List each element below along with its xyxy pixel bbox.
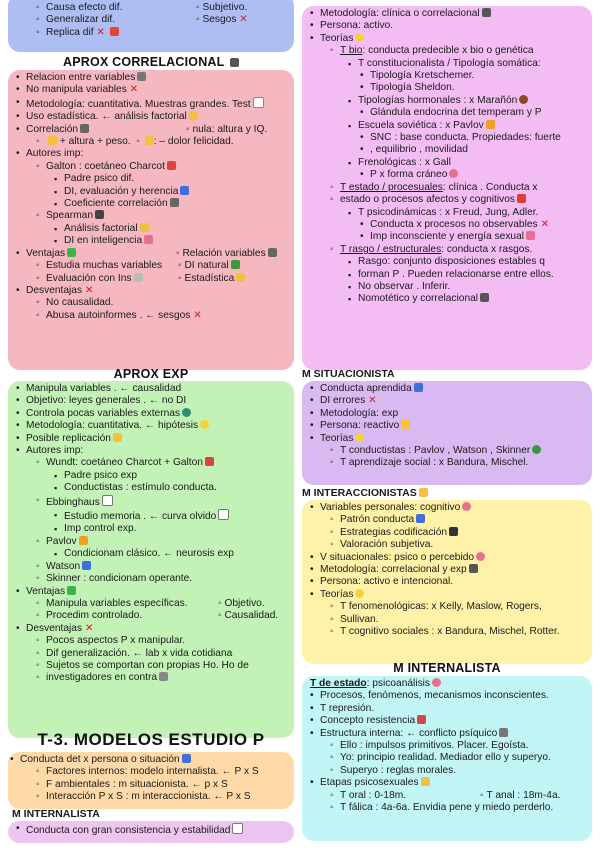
list-item: • Controla pocas variables externas — [16, 408, 288, 420]
list-item: ◦ Ello : impulsos primitivos. Placer. Egoísta. — [310, 740, 586, 752]
list-item: • Autores imp: — [16, 148, 288, 160]
list-item: ◦ Ebbinghaus — [16, 495, 288, 509]
list-item: ▪ Padre psico dif. — [16, 173, 288, 185]
list-item: • Procesos, fenómenos, mecanismos inconscientes. — [310, 690, 586, 702]
warning-icon — [401, 420, 410, 429]
list-item: ◦ Galton : coetáneo Charcot — [16, 161, 288, 173]
cross-icon: ✕ — [193, 309, 202, 321]
brain-icon — [526, 231, 535, 240]
section-title-internalista-left: M INTERNALISTA — [12, 808, 100, 820]
list-item: • Desventajas ✕ — [16, 623, 288, 635]
list-item: • P x forma cráneo — [310, 169, 586, 181]
person-icon — [95, 210, 104, 219]
list-item: • Metodología: cuantitativa. Muestras grandes. Test — [16, 97, 288, 111]
list-item: ◦ Pocos aspectos P x manipular. — [16, 635, 288, 647]
list-item: ▪ Análisis factorial — [16, 223, 288, 235]
section-title-exp: APROX EXP — [113, 367, 189, 381]
list-item: ◦ T oral : 0-18m. ◦ T anal : 18m-4a. — [310, 790, 586, 802]
list-item: • Teorías — [310, 433, 586, 445]
list-item: ◦ T rasgo / estructurales: conducta x rasgos. — [310, 244, 586, 256]
section-internalista-theories — [302, 6, 592, 370]
list-item: • Ventajas — [16, 586, 288, 598]
list-item: • Metodología: exp — [310, 408, 586, 420]
list-item: ◦ Superyo : reglas morales. — [310, 765, 586, 777]
brain-icon — [462, 502, 471, 511]
cross-icon: ✕ — [84, 284, 94, 296]
cross-icon: ✕ — [129, 84, 139, 96]
chart-icon — [232, 823, 243, 834]
list-item: • Persona: reactivo — [310, 420, 586, 432]
cross-icon: ✕ — [368, 395, 377, 407]
list-item: • T represión. — [310, 703, 586, 715]
list-item: ◦ T fenomenológicas: x Kelly, Maslow, Rogers, — [310, 601, 586, 613]
list-item: • Conducta x procesos no observables ✕ — [310, 219, 586, 231]
list-item: ◦ Dif generalización. ← lab x vida cotidiana — [16, 648, 288, 660]
list-item: • DI errores ✕ — [310, 395, 586, 407]
list-item: ▪ DI en inteligencia — [16, 235, 288, 247]
list-item: ◦ T estado / procesuales: clínica . Conducta x — [310, 182, 586, 194]
summary-box-top-left — [8, 0, 294, 52]
list-item: • Objetivo: leyes generales . ← no DI — [16, 395, 288, 407]
list-item: ◦ Procedim controlado. ◦ Causalidad. — [16, 610, 288, 622]
document-icon — [253, 97, 264, 108]
car-icon — [416, 514, 425, 523]
list-item: • No manipula variables ✕ — [16, 84, 288, 96]
list-item: • Posible replicación — [16, 433, 288, 445]
list-item: • Conducta aprendida — [310, 383, 586, 395]
list-item: ◦ Replica dif ✕ — [16, 27, 288, 39]
list-item: ▪ Nomotético y correlacional — [310, 293, 586, 305]
list-item: ◦ Spearman — [16, 210, 288, 222]
list-item: ◦ T cognitivo sociales : x Bandura, Mischel, Rotter. — [310, 626, 586, 638]
list-item: ◦ Estrategias codificación — [310, 527, 586, 539]
list-item: • Metodología: correlacional y exp — [310, 564, 586, 576]
list-item: • Manipula variables . ← causalidad — [16, 383, 288, 395]
lightbulb-icon — [200, 420, 209, 429]
section-correlacional — [8, 70, 294, 370]
link-icon — [268, 248, 277, 257]
section-interaccionistas — [302, 500, 592, 664]
list-item: ◦ Wundt: coetáneo Charcot + Galton — [16, 457, 288, 469]
list-item: • Tipología Kretschemer. — [310, 70, 586, 82]
list-item: • Teorías — [310, 589, 586, 601]
list-item: • Concepto resistencia — [310, 715, 586, 727]
list-item: T de estado: psicoanálisis — [310, 678, 586, 690]
list-item: ◦ Pavlov — [16, 536, 288, 548]
list-item: • Conducta con gran consistencia y estabilidad — [16, 823, 288, 837]
arrows-icon — [159, 672, 168, 681]
list-item: ◦ T bio: conducta predecible x bio o genética — [310, 45, 586, 57]
list-item: ◦ F ambientales : m situacionista. ← p x S — [16, 779, 288, 791]
ruler-icon — [421, 777, 430, 786]
list-item: • V situacionales: psico o percebido — [310, 552, 586, 564]
pencil-icon — [134, 273, 143, 282]
list-item: ▪ Condicionam clásico. ← neurosis exp — [16, 548, 288, 560]
car-icon — [414, 383, 423, 392]
list-item: ▪ Coeficiente correlación — [16, 198, 288, 210]
lightbulb-icon — [355, 433, 364, 442]
list-item: • Correlación ◦ nula: altura y IQ. — [16, 124, 288, 136]
ruler-icon — [236, 273, 245, 282]
brain-icon — [432, 678, 441, 687]
list-item: • Etapas psicosexuales — [310, 777, 586, 789]
bell-icon — [79, 536, 88, 545]
list-item: ▪ Estudio memoria . ← curva olvido — [16, 509, 288, 523]
brain-icon — [144, 235, 153, 244]
brain-icon — [476, 552, 485, 561]
list-item: • Metodología: cuantitativa. ← hipótesis — [16, 420, 288, 432]
list-item: ▪ Imp control exp. — [16, 523, 288, 535]
pencil-icon — [469, 564, 478, 573]
pencil-icon — [480, 293, 489, 302]
shield-icon — [417, 715, 426, 724]
ruler-icon — [140, 223, 149, 232]
magnifier-icon — [82, 561, 91, 570]
list-item: ▪ Tipologías hormonales : x Marañón — [310, 95, 586, 107]
list-item: ◦ Generalizar dif. ◦ Sesgos ✕ — [16, 14, 288, 26]
face-icon — [113, 433, 122, 442]
brown-circle-icon — [519, 95, 528, 104]
list-item: ◦ Yo: principio realidad. Mediador ello y superyo. — [310, 752, 586, 764]
face-icon — [145, 136, 154, 145]
list-item: ◦ estado o procesos afectos y cognitivos — [310, 194, 586, 206]
ruler-icon — [189, 111, 198, 120]
list-item: ▪ T constitucionalista / Tipología somática: — [310, 58, 586, 70]
brain-icon — [167, 161, 176, 170]
person-icon — [102, 495, 113, 506]
tree-icon — [532, 445, 541, 454]
list-item: ◦ Abusa autoinformes . ← sesgos ✕ — [16, 310, 288, 322]
list-item: ◦ Manipula variables específicas. ◦ Objetivo. — [16, 598, 288, 610]
heart-icon — [517, 194, 526, 203]
list-item: ◦ Evaluación con Ins ◦ Estadística — [16, 273, 288, 285]
section-exp — [8, 381, 294, 738]
list-item: ◦ Sujetos se comportan con propias Ho. Ho de — [16, 660, 288, 672]
list-item: ▪ DI, evaluación y herencia — [16, 186, 288, 198]
list-item: • Imp inconsciente y energía sexual — [310, 231, 586, 243]
list-item: • Desventajas ✕ — [16, 285, 288, 297]
page-title: T-3. MODELOS ESTUDIO P — [37, 730, 265, 749]
list-item: ◦ T conductistas : Pavlov , Watson , Skinner — [310, 445, 586, 457]
list-item: ▪ Escuela soviética : x Pavlov — [310, 120, 586, 132]
list-item: • Conducta det x persona o situación — [10, 754, 288, 766]
list-item: ◦ Estudia muchas variables ◦ DI natural — [16, 260, 288, 272]
section-title-situacionista: M SITUACIONISTA — [302, 368, 395, 380]
section-situacionista — [302, 381, 592, 485]
chart-icon — [218, 509, 229, 520]
list-item: • Autores imp: — [16, 445, 288, 457]
list-item: ◦ Patrón conducta — [310, 514, 586, 526]
thumbs-up-icon — [48, 136, 57, 145]
section-title-interaccionistas: M INTERACCIONISTAS — [302, 487, 428, 499]
cross-icon: ✕ — [239, 14, 248, 26]
cross-icon: ✕ — [96, 26, 105, 38]
list-item: ▪ Padre psico exp — [16, 470, 288, 482]
list-item: ▪ Rasgo: conjunto disposiciones estables q — [310, 256, 586, 268]
list-item: ◦ T fálica : 4a-6a. Envidia pene y miedo perderlo. — [310, 802, 586, 814]
list-item: • Persona: activo e intencional. — [310, 576, 586, 588]
section-internalista-left — [8, 821, 294, 843]
section-modelos — [8, 752, 294, 809]
list-item: ▪ Conductistas : estímulo conducta. — [16, 482, 288, 494]
brain-icon — [449, 169, 458, 178]
list-item: • Ventajas ◦ Relación variables — [16, 248, 288, 260]
list-item: • Persona: activo. — [310, 20, 586, 32]
list-item: ◦ Sullivan. — [310, 614, 586, 626]
leaf-icon — [231, 260, 240, 269]
list-item: ◦ + altura + peso. ◦ : – dolor felicidad. — [16, 136, 288, 148]
list-item: • Glándula endocrina det temperam y P — [310, 107, 586, 119]
chain-icon — [137, 72, 146, 81]
check-icon — [67, 248, 76, 257]
list-item: ▪ T psicodinámicas : x Freud, Jung, Adler. — [310, 207, 586, 219]
list-item: • Metodología: clínica o correlacional — [310, 8, 586, 20]
list-item: ◦ Causa efecto dif. ◦ Subjetivo. — [16, 2, 288, 14]
section-title-correlacional: APROX CORRELACIONAL — [8, 56, 294, 68]
section-title-internalista-right: M INTERNALISTA — [393, 661, 501, 675]
list-item: • Variables personales: cognitivo — [310, 502, 586, 514]
lightbulb-icon — [355, 33, 364, 42]
link-icon — [80, 124, 89, 133]
list-item: ▪ Frenológicas : x Gall — [310, 157, 586, 169]
list-item: ◦ Watson — [16, 561, 288, 573]
person-icon — [449, 527, 458, 536]
pencil-icon — [110, 27, 119, 36]
list-item: ◦ Valoración subjetiva. — [310, 539, 586, 551]
list-item: • Relacion entre variables — [16, 72, 288, 84]
list-item: • Tipología Sheldon. — [310, 82, 586, 94]
list-item: ◦ investigadores en contra — [16, 672, 288, 684]
link-icon — [170, 198, 179, 207]
list-item: ◦ Skinner : condicionam operante. — [16, 573, 288, 585]
section-internalista-right — [302, 676, 592, 841]
car-icon — [182, 754, 191, 763]
list-item: • Teorías — [310, 33, 586, 45]
check-icon — [67, 586, 76, 595]
globe-icon — [182, 408, 191, 417]
list-item: ◦ Factores internos: modelo internalista. ← P x S — [16, 766, 288, 778]
arrows-icon — [499, 728, 508, 737]
list-item: ▪ forman P . Pueden relacionarse entre ellos. — [310, 269, 586, 281]
face-icon — [419, 488, 428, 497]
list-item: ◦ Interacción P x S : m interaccionista. ← P x S — [16, 791, 288, 803]
list-item: • Uso estadística. ← análisis factorial — [16, 111, 288, 123]
pencil-icon — [230, 58, 239, 67]
brain-icon — [205, 457, 214, 466]
list-item: ◦ No causalidad. — [16, 297, 288, 309]
list-item: • SNC : base conducta. Propiedades: fuerte — [310, 132, 586, 144]
cross-icon: ✕ — [540, 218, 550, 230]
list-item: • , equilibrio , movilidad — [310, 144, 586, 156]
magnifier-icon — [180, 186, 189, 195]
bell-icon — [486, 120, 495, 129]
lightbulb-icon — [355, 589, 364, 598]
list-item: ◦ T aprendizaje social : x Bandura, Mischel. — [310, 457, 586, 469]
cross-icon: ✕ — [84, 622, 94, 634]
list-item: • Estructura interna: ← conflicto psíquico — [310, 728, 586, 740]
list-item: ▪ No observar . Inferir. — [310, 281, 586, 293]
pencil-icon — [482, 8, 491, 17]
